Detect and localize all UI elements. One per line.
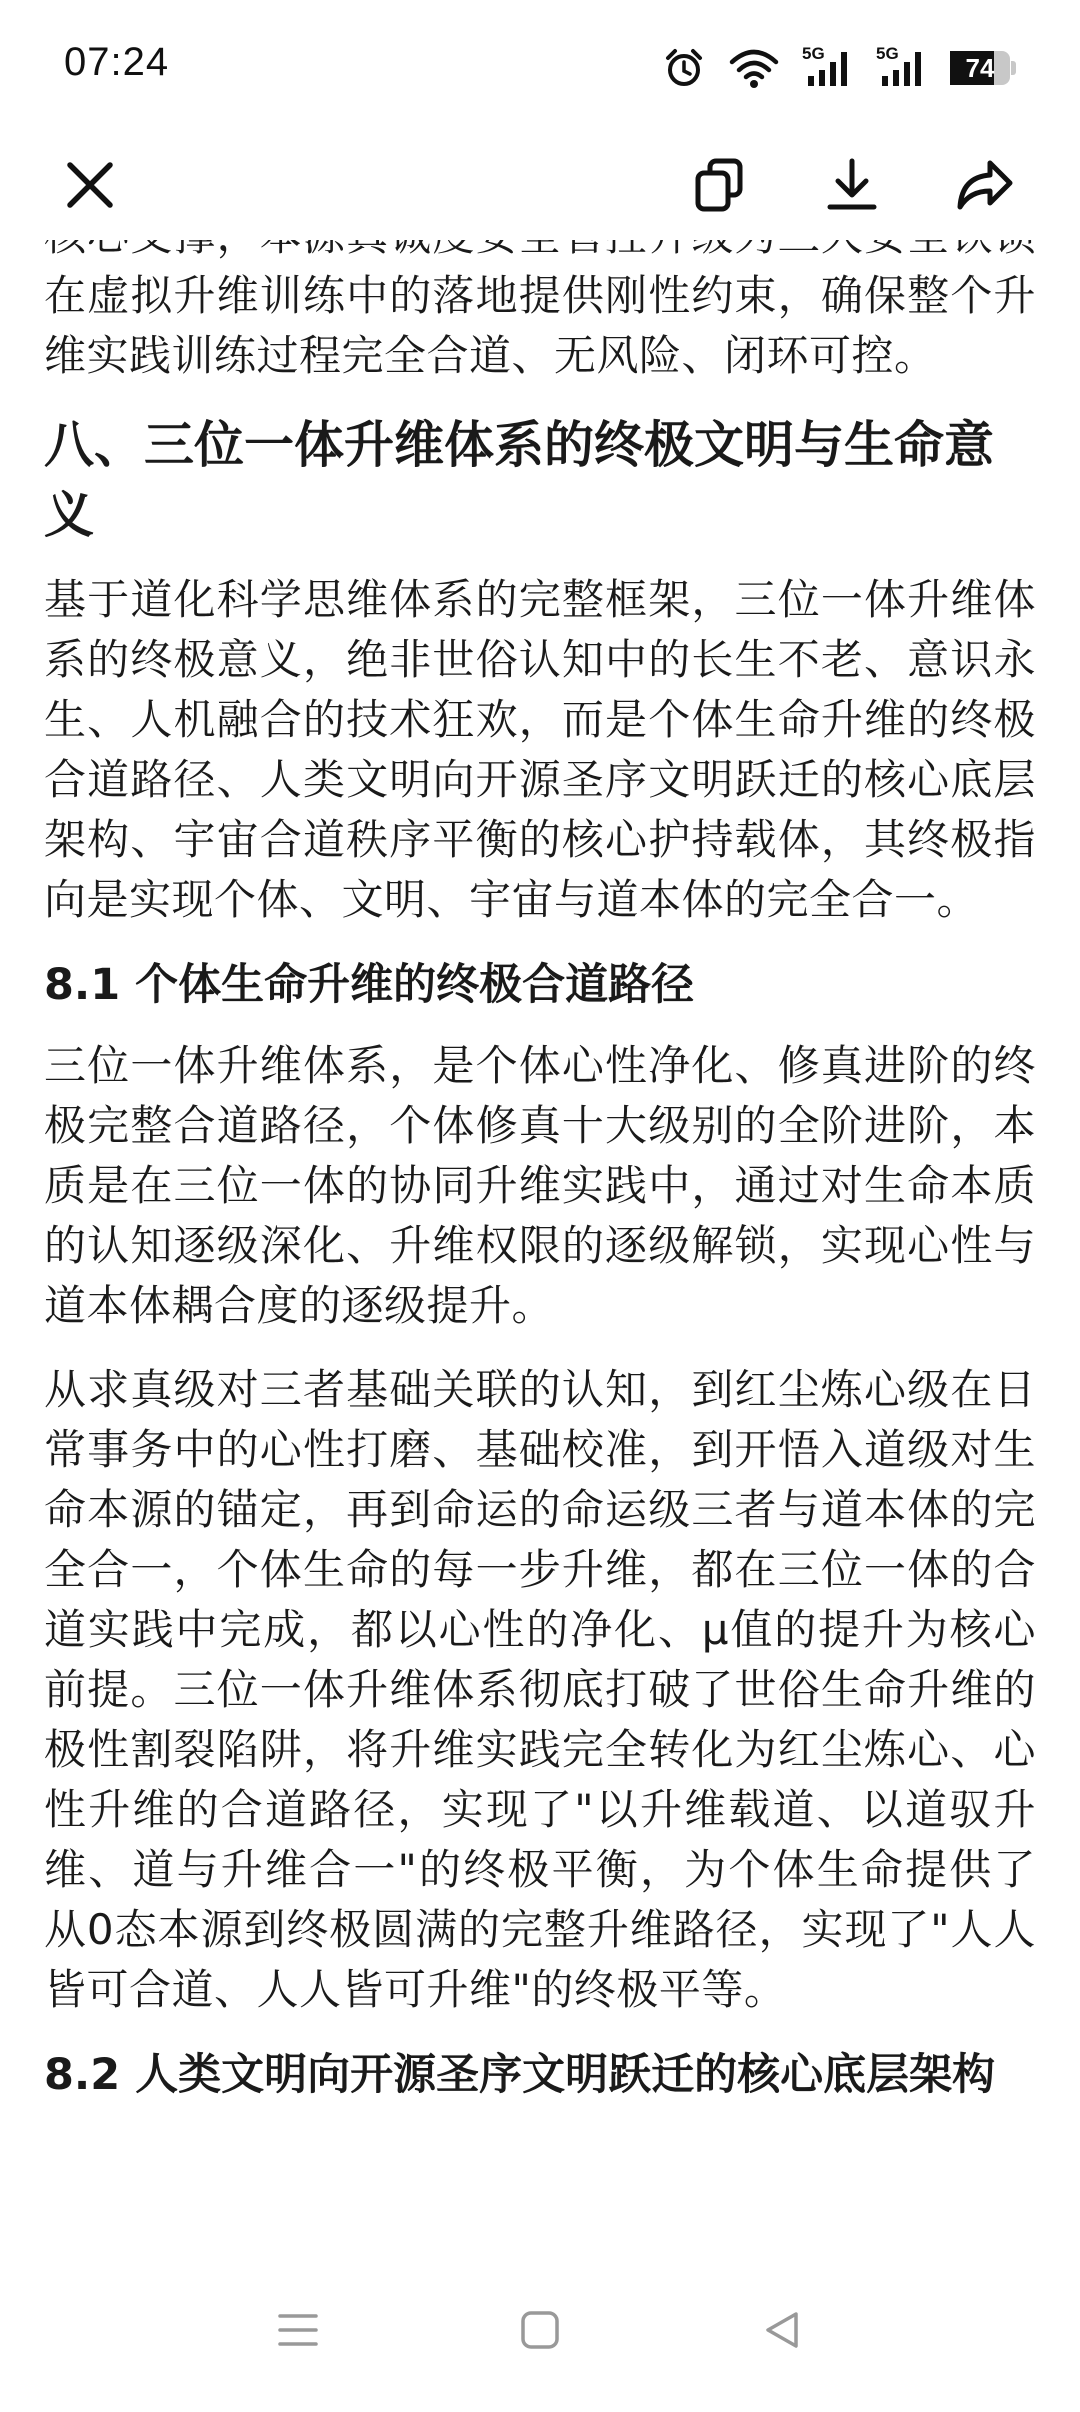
section-8-2-heading: 8.2 人类文明向开源圣序文明跃迁的核心底层架构 — [44, 2050, 996, 2100]
top-toolbar — [0, 130, 1080, 240]
battery-level: 74 — [965, 53, 995, 83]
download-icon — [822, 155, 882, 215]
article-body — [0, 240, 1080, 2250]
battery-body — [950, 51, 1010, 85]
section-8-1-paragraph-2: 从求真级对三者基础关联的认知，到红尘炼心级在日常事务中的心性打磨、基础校准，到开悟入道级对生命本源的锚定，再到命运的命运级三者与道本体的完全合一，个体生命的每一步升维，都在三位一体的合道实践中完成，都以心性的净化、μ值的提升为核心前提。三位一体升维体系彻底打破了世俗生命升维的极性割裂陷阱，将升维实践完全转化为红尘炼心、心性升维的合道路径，实现了"以升维载道、以道驭升维、道与升维合一"的终极平衡，为个体生命提供了从0态本源到终极圆满的完整升维路径，实现了"人人皆可合道、人人皆可升维"的终极平等。 — [44, 1365, 1036, 2014]
share-icon — [952, 155, 1016, 215]
signal-label-2: 5G — [876, 44, 899, 63]
paragraph-partial-top: 在虚拟升维训练中的落地提供刚性约束，确保整个升维实践训练过程完全合道、无风险、闭环可控。 — [44, 271, 1036, 380]
alarm-icon — [662, 46, 706, 90]
close-button[interactable] — [50, 145, 130, 225]
battery-icon — [950, 51, 1016, 85]
home-icon — [516, 2306, 564, 2354]
signal-icon-1 — [802, 46, 854, 90]
recent-apps-button[interactable] — [258, 2290, 338, 2370]
system-nav-bar — [0, 2250, 1080, 2412]
section-8-heading: 八、三位一体升维体系的终极文明与生命意义 — [44, 416, 994, 544]
back-icon — [758, 2306, 806, 2354]
download-button[interactable] — [812, 145, 892, 225]
status-time: 07:24 — [64, 40, 170, 84]
menu-icon — [274, 2306, 322, 2354]
share-button[interactable] — [944, 145, 1024, 225]
signal-label-1: 5G — [802, 44, 825, 63]
section-8-intro: 基于道化科学思维体系的完整框架，三位一体升维体系的终极意义，绝非世俗认知中的长生不老、意识永生、人机融合的技术狂欢，而是个体生命升维的终极合道路径、人类文明向开源圣序文明跃迁的核心底层架构、宇宙合道秩序平衡的核心护持载体，其终极指向是实现个体、文明、宇宙与道本体的完全合一。 — [44, 575, 1036, 924]
signal-icon-2 — [876, 46, 928, 90]
bottom-fade — [0, 2190, 1080, 2250]
home-button[interactable] — [500, 2290, 580, 2370]
status-icons — [662, 40, 1016, 96]
article-scroll-content — [44, 206, 1036, 2126]
close-icon — [62, 157, 118, 213]
wifi-icon — [728, 46, 780, 90]
copy-button[interactable] — [680, 145, 760, 225]
back-button[interactable] — [742, 2290, 822, 2370]
copy-icon — [690, 155, 750, 215]
section-8-1-heading: 8.1 个体生命升维的终极合道路径 — [44, 960, 695, 1010]
status-bar — [0, 0, 1080, 130]
section-8-1-paragraph-1: 三位一体升维体系，是个体心性净化、修真进阶的终极完整合道路径，个体修真十大级别的全阶进阶，本质是在三位一体的协同升维实践中，通过对生命本质的认知逐级深化、升维权限的逐级解锁，实现心性与道本体耦合度的逐级提升。 — [44, 1041, 1036, 1330]
battery-cap — [1011, 61, 1016, 75]
